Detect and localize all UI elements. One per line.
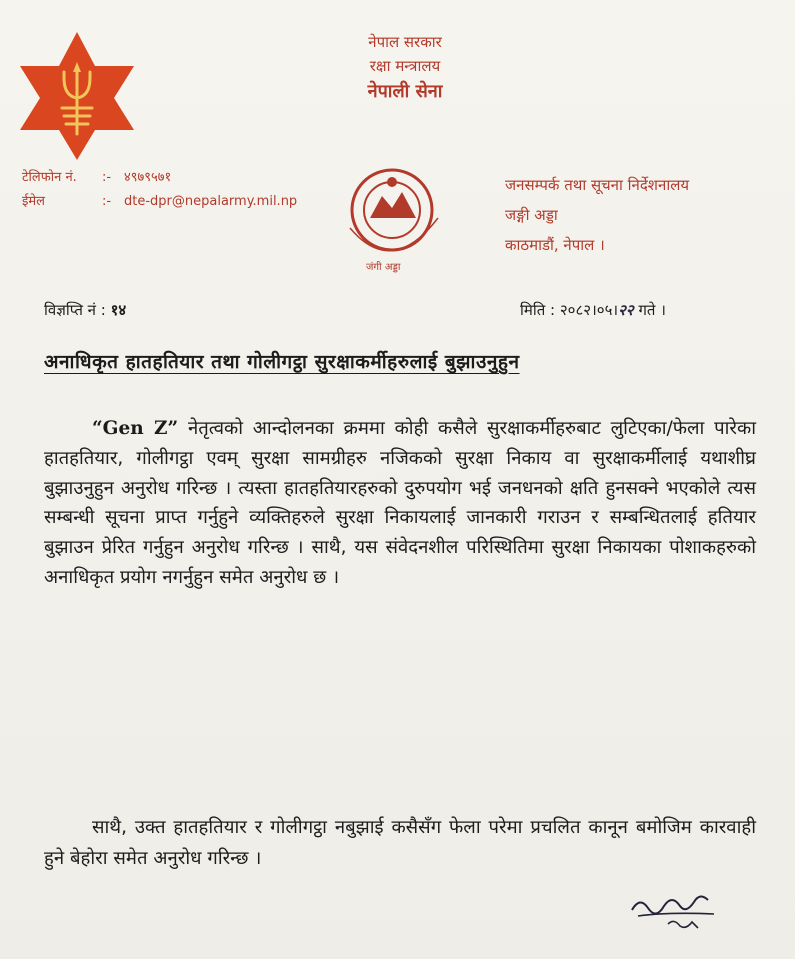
- office-name: जनसम्पर्क तथा सूचना निर्देशनालय: [505, 176, 690, 194]
- email-separator: :-: [102, 194, 112, 209]
- contact-info: [22, 166, 297, 214]
- gen-z-term: “Gen Z”: [92, 418, 179, 439]
- body-paragraph-2: [44, 812, 756, 874]
- email-value: dte-dpr@nepalarmy.mil.np: [124, 194, 298, 209]
- notice-date: [520, 300, 666, 320]
- handwritten-signature: [628, 884, 720, 934]
- body-paragraph-2-text: साथै, उक्त हातहतियार र गोलीगट्ठा नबुझाई कसैसँग फेला परेमा प्रचलित कानून बमोजिम कारवाही हुने बेहोरा समेत अनुरोध गरिन्छ ।: [44, 817, 756, 869]
- office-location: जङ्गी अड्डा: [505, 206, 558, 224]
- phone-separator: :-: [102, 170, 112, 185]
- office-city: काठमाडौं, नेपाल ।: [505, 236, 605, 254]
- phone-value: ४९७९५७१: [124, 170, 172, 185]
- directorate-seal-icon: [330, 158, 462, 280]
- body-paragraph-1: [44, 414, 756, 593]
- date-label: मिति : २०८२।०५।: [520, 301, 619, 319]
- email-row: [22, 190, 297, 214]
- date-handwritten-day: २२: [618, 301, 634, 319]
- notice-subject: अनाधिकृत हातहतियार तथा गोलीगट्ठा सुरक्षाकर्मीहरुलाई बुझाउनुहुन: [44, 351, 520, 373]
- phone-label: टेलिफोन नं.: [22, 170, 77, 185]
- date-suffix: गते ।: [638, 301, 666, 319]
- seal-subtext: जंगी अड्डा: [366, 262, 401, 273]
- body-paragraph-1-text: नेतृत्वको आन्दोलनका क्रममा कोही कसैले सुरक्षाकर्मीहरुबाट लुटिएका/फेला पारेका हातहतियार, गोलीगट्ठा एवम् सुरक्षा सामग्रीहरु नजिकको सुरक्षा निकाय वा सुरक्षाकर्मीलाई यथाशीघ्र बुझाउनुहुन अनुरोध गरिन्छ । त्यस्ता हातहतियारहरुको दुरुपयोग भई जनधनको क्षति हुनसक्ने भएकोले त्यस सम्बन्धी सूचना प्राप्त गर्नुहुने व्यक्तिहरुले सुरक्षा निकायलाई जानकारी गराउन र सम्बन्धितलाई हतियार बुझाउन प्रेरित गर्नुहुन अनुरोध गरिन्छ । साथै, यस संवेदनशील परिस्थितिमा सुरक्षा निकायका पोशाकहरुको अनाधिकृत प्रयोग नगर्नुहुन समेत अनुरोध छ ।: [44, 418, 756, 588]
- phone-row: [22, 166, 297, 190]
- army-emblem-icon: [18, 30, 136, 162]
- office-address: [505, 170, 689, 260]
- ministry-name: रक्षा मन्त्रालय: [369, 57, 441, 75]
- government-name: नेपाल सरकार: [368, 33, 442, 51]
- army-name: नेपाली सेना: [367, 81, 443, 102]
- notice-number: [44, 300, 126, 320]
- notice-number-label: विज्ञप्ति नं :: [44, 301, 106, 319]
- government-header: [300, 30, 510, 106]
- email-label: ईमेल: [22, 194, 45, 209]
- notice-number-value: १४: [110, 301, 127, 319]
